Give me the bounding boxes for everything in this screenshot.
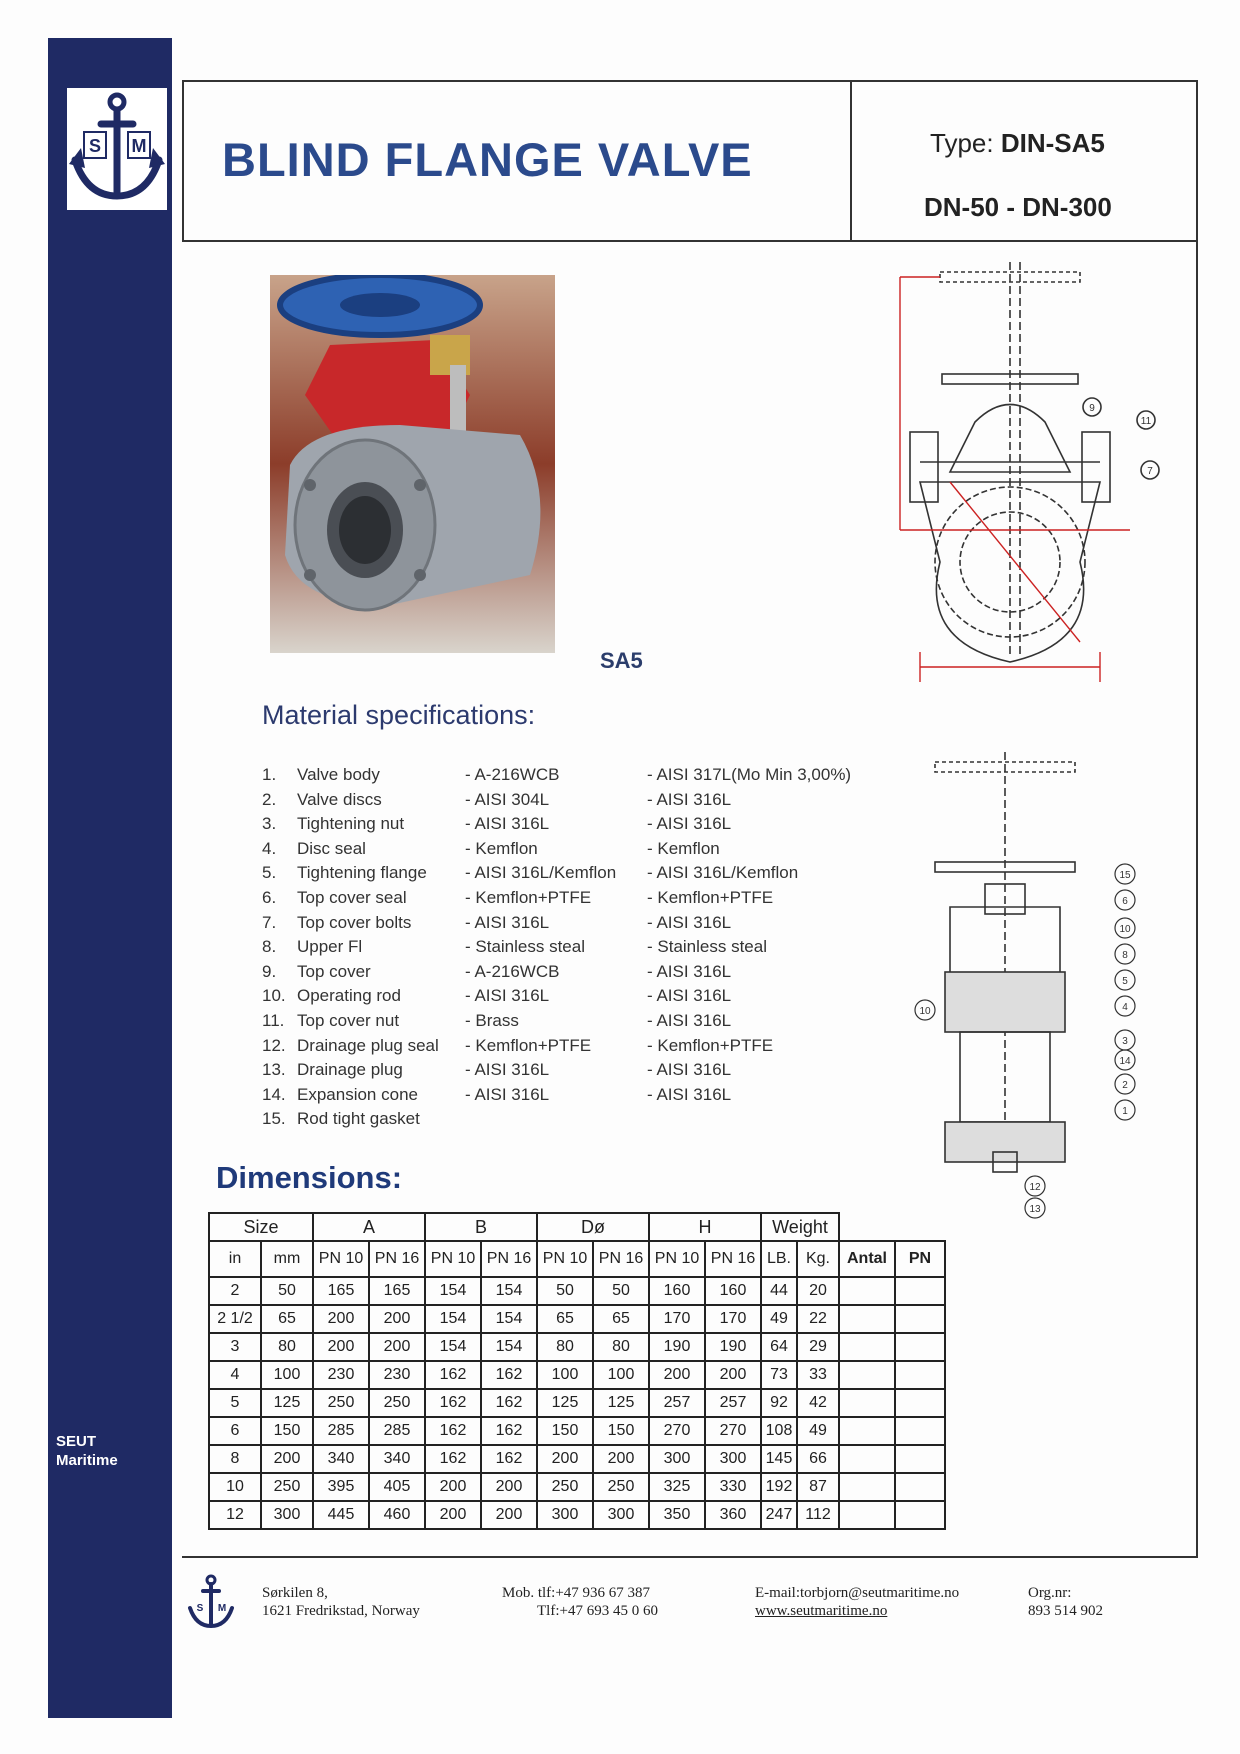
table-cell: 100 [593,1361,649,1389]
table-cell: 350 [649,1501,705,1529]
callout-5: 5 [1122,976,1128,987]
table-cell: 200 [593,1445,649,1473]
table-row [209,1389,945,1417]
org-label: Org.nr: [1028,1585,1072,1601]
material-part-name: Top cover [297,961,371,981]
material-item [262,863,902,888]
table-cell: 65 [261,1305,313,1333]
table-cell: 3 [209,1333,261,1361]
table-cell [839,1417,895,1445]
table-cell: 154 [425,1333,481,1361]
table-cell [839,1473,895,1501]
page-title: BLIND FLANGE VALVE [222,133,753,186]
material-part-name: Valve discs [297,789,382,809]
material-number: 15. [262,1109,286,1129]
table-cell: 200 [261,1445,313,1473]
column-header: in [209,1241,261,1277]
material-part-name: Top cover seal [297,887,407,907]
table-cell: 145 [761,1445,797,1473]
footer-contact [755,1584,959,1620]
table-row [209,1305,945,1333]
callout-1: 1 [1122,1106,1128,1117]
photo-label: SA5 [600,648,643,673]
type-value: DIN-SA5 [1000,128,1105,158]
table-cell: 162 [481,1445,537,1473]
material-spec-2: - AISI 317L(Mo Min 3,00%) [647,765,852,784]
website-link[interactable]: www.seutmaritime.no [755,1603,888,1619]
material-spec-2: - Kemflon [647,838,720,858]
table-group-header [209,1213,945,1241]
sidebar-brand [56,1432,118,1470]
table-cell: 192 [761,1473,797,1501]
material-number: 5. [262,863,277,883]
table-cell: 250 [313,1389,369,1417]
table-cell: 200 [481,1473,537,1501]
callout-12: 12 [1029,1182,1041,1193]
materials-list [262,765,902,1134]
table-cell: 87 [797,1473,839,1501]
table-cell: 2 1/2 [209,1305,261,1333]
table-cell [895,1333,945,1361]
material-part-name: Tightening nut [297,814,405,834]
table-cell [895,1361,945,1389]
table-cell: 160 [649,1277,705,1305]
group-do: Dø [537,1213,649,1241]
material-part-name: Top cover nut [297,1010,400,1030]
valve-drawing-front [880,262,1180,742]
table-cell: 200 [649,1361,705,1389]
type-line [930,128,1105,159]
material-number: 11. [262,1010,285,1030]
table-row [209,1277,945,1305]
material-item [262,888,902,913]
table-cell [839,1333,895,1361]
table-cell: 29 [797,1333,839,1361]
table-cell: 300 [537,1501,593,1529]
address-line1: Sørkilen 8, [262,1585,328,1601]
table-cell: 154 [481,1333,537,1361]
material-item [262,814,902,839]
table-cell: 65 [537,1305,593,1333]
table-cell: 340 [313,1445,369,1473]
table-cell: 170 [649,1305,705,1333]
table-cell [839,1277,895,1305]
table-cell: 100 [537,1361,593,1389]
table-cell: 154 [481,1277,537,1305]
table-cell: 125 [537,1389,593,1417]
callout-10-left: 10 [919,1006,931,1017]
column-header: PN 10 [537,1241,593,1277]
callout-4: 4 [1122,1002,1128,1013]
table-cell: 200 [369,1305,425,1333]
table-cell: 65 [593,1305,649,1333]
material-number: 4. [262,838,277,858]
material-spec-1: - AISI 316L [465,1084,550,1104]
table-cell: 395 [313,1473,369,1501]
table-cell: 250 [537,1473,593,1501]
column-header: Antal [839,1241,895,1277]
table-cell: 270 [705,1417,761,1445]
material-spec-1: - Stainless steal [465,937,585,957]
table-cell: 162 [481,1417,537,1445]
table-cell: 22 [797,1305,839,1333]
material-spec-2: - AISI 316L [647,912,732,932]
material-part-name: Rod tight gasket [297,1109,420,1129]
material-spec-1: - AISI 316L [465,1060,550,1080]
type-label: Type: [930,128,994,158]
material-part-name: Drainage plug seal [297,1035,439,1055]
column-header: PN 16 [481,1241,537,1277]
table-cell: 80 [593,1333,649,1361]
table-cell: 49 [761,1305,797,1333]
column-header: PN 16 [593,1241,649,1277]
frame-right-line [1196,242,1198,1558]
table-cell: 300 [705,1445,761,1473]
material-spec-2: - AISI 316L/Kemflon [647,863,799,883]
table-cell: 257 [649,1389,705,1417]
material-item [262,913,902,938]
material-spec-2: - AISI 316L [647,1060,732,1080]
material-number: 10. [262,986,286,1006]
material-spec-1: - AISI 304L [465,789,550,809]
material-number: 2. [262,789,277,809]
table-cell: 162 [425,1361,481,1389]
material-spec-1: - Kemflon+PTFE [465,887,592,907]
table-cell: 66 [797,1445,839,1473]
table-cell: 200 [313,1333,369,1361]
column-header: PN [895,1241,945,1277]
material-spec-2: - AISI 316L [647,1084,732,1104]
material-item [262,962,902,987]
material-number: 6. [262,887,277,907]
logo-letter-s: S [88,136,102,156]
material-item [262,1011,902,1036]
table-cell: 49 [797,1417,839,1445]
table-cell: 112 [797,1501,839,1529]
svg-text:S: S [196,1603,204,1614]
column-header: PN 10 [649,1241,705,1277]
column-header: PN 16 [369,1241,425,1277]
table-cell [895,1417,945,1445]
dn-range: DN-50 - DN-300 [924,192,1112,222]
table-cell [839,1501,895,1529]
table-cell: 445 [313,1501,369,1529]
material-spec-1: - AISI 316L/Kemflon [465,863,617,883]
table-cell: 10 [209,1473,261,1501]
table-cell: 44 [761,1277,797,1305]
table-cell: 285 [369,1417,425,1445]
material-spec-2: - AISI 316L [647,961,732,981]
table-sub-header [209,1241,945,1277]
material-part-name: Valve body [297,765,380,784]
group-h: H [649,1213,761,1241]
material-spec-2: - AISI 316L [647,986,732,1006]
table-cell [895,1305,945,1333]
material-part-name: Tightening flange [297,863,427,883]
table-cell: 460 [369,1501,425,1529]
callout-13: 13 [1029,1204,1041,1215]
table-cell [895,1501,945,1529]
sidebar-brand-line1: SEUT [56,1433,97,1450]
table-cell: 154 [425,1305,481,1333]
table-row [209,1473,945,1501]
table-cell: 165 [313,1277,369,1305]
material-spec-2: - Kemflon+PTFE [647,887,774,907]
table-cell: 162 [425,1445,481,1473]
table-cell: 8 [209,1445,261,1473]
footer-logo-icon [186,1574,236,1630]
table-cell: 285 [313,1417,369,1445]
material-part-name: Upper Fl [297,937,363,957]
table-cell: 20 [797,1277,839,1305]
material-number: 9. [262,961,277,981]
material-spec-1: - AISI 316L [465,912,550,932]
material-spec-2: - Stainless steal [647,937,767,957]
material-part-name: Top cover bolts [297,912,412,932]
material-spec-1: - AISI 316L [465,986,550,1006]
table-cell: 64 [761,1333,797,1361]
material-part-name: Disc seal [297,838,366,858]
table-cell: 4 [209,1361,261,1389]
material-item [262,765,902,790]
org-number: 893 514 902 [1028,1603,1103,1619]
group-weight: Weight [761,1213,839,1241]
material-item [262,1036,902,1061]
column-header: LB. [761,1241,797,1277]
footer-org [1028,1584,1103,1620]
table-cell: 42 [797,1389,839,1417]
material-number: 1. [262,765,277,784]
material-number: 3. [262,814,277,834]
table-cell [895,1445,945,1473]
callout-15: 15 [1119,870,1131,881]
table-row [209,1333,945,1361]
table-cell: 250 [369,1389,425,1417]
table-cell [839,1445,895,1473]
table-cell: 270 [649,1417,705,1445]
table-cell: 73 [761,1361,797,1389]
callout-10: 10 [1119,924,1131,935]
material-part-name: Expansion cone [297,1084,418,1104]
material-spec-1: - Kemflon [465,838,538,858]
phone-landline: Tlf:+47 693 45 0 60 [537,1603,658,1619]
material-part-name: Operating rod [297,986,401,1006]
callout-7: 7 [1147,466,1153,477]
table-cell: 162 [481,1389,537,1417]
table-cell: 250 [261,1473,313,1501]
dimensions-heading: Dimensions: [216,1160,403,1195]
table-cell: 162 [425,1417,481,1445]
table-cell [839,1389,895,1417]
table-cell: 250 [593,1473,649,1501]
material-item [262,1060,902,1085]
table-cell: 108 [761,1417,797,1445]
table-cell [895,1473,945,1501]
material-spec-1: - A-216WCB [465,961,560,981]
sidebar-brand-line2: Maritime [56,1452,118,1469]
material-spec-2: - AISI 316L [647,789,732,809]
table-cell: 325 [649,1473,705,1501]
material-item [262,790,902,815]
table-cell: 330 [705,1473,761,1501]
logo-letter-m: M [131,136,147,156]
callout-11: 11 [1140,416,1152,427]
column-header: PN 16 [705,1241,761,1277]
table-cell [895,1389,945,1417]
header-divider [850,80,852,242]
table-cell: 247 [761,1501,797,1529]
table-cell [895,1277,945,1305]
table-cell: 50 [261,1277,313,1305]
table-cell: 12 [209,1501,261,1529]
table-cell: 150 [261,1417,313,1445]
table-cell: 360 [705,1501,761,1529]
table-cell: 160 [705,1277,761,1305]
table-cell: 200 [481,1501,537,1529]
callout-6: 6 [1122,896,1128,907]
table-cell: 150 [537,1417,593,1445]
dimensions-table [208,1212,946,1530]
table-cell: 6 [209,1417,261,1445]
table-cell: 80 [537,1333,593,1361]
svg-text:M: M [217,1603,227,1614]
group-a: A [313,1213,425,1241]
table-cell: 50 [593,1277,649,1305]
table-cell: 340 [369,1445,425,1473]
materials-heading: Material specifications: [262,700,536,730]
table-row [209,1501,945,1529]
material-spec-2: - Kemflon+PTFE [647,1035,774,1055]
column-header: PN 10 [425,1241,481,1277]
table-cell: 154 [481,1305,537,1333]
table-cell: 200 [425,1473,481,1501]
material-number: 7. [262,912,277,932]
table-cell: 5 [209,1389,261,1417]
callout-14: 14 [1119,1056,1131,1067]
table-cell: 125 [261,1389,313,1417]
email-text: E-mail:torbjorn@seutmaritime.no [755,1585,960,1601]
table-cell: 100 [261,1361,313,1389]
material-number: 8. [262,937,277,957]
callout-9: 9 [1089,403,1095,414]
table-cell: 200 [313,1305,369,1333]
frame-bottom-line [182,1556,1198,1558]
footer-address [262,1584,420,1620]
table-cell: 257 [705,1389,761,1417]
table-cell: 2 [209,1277,261,1305]
table-cell: 190 [705,1333,761,1361]
group-size: Size [209,1213,313,1241]
table-cell: 50 [537,1277,593,1305]
table-cell: 230 [313,1361,369,1389]
column-header: Kg. [797,1241,839,1277]
company-logo [67,88,167,210]
material-spec-1: - Brass [465,1010,519,1030]
table-cell: 92 [761,1389,797,1417]
table-cell: 200 [369,1333,425,1361]
table-cell: 200 [705,1361,761,1389]
material-item [262,986,902,1011]
address-line2: 1621 Fredrikstad, Norway [262,1603,420,1619]
material-item [262,1085,902,1110]
table-cell: 80 [261,1333,313,1361]
table-cell: 162 [481,1361,537,1389]
table-cell: 33 [797,1361,839,1389]
callout-8: 8 [1122,950,1128,961]
material-number: 13. [262,1060,286,1080]
material-part-name: Drainage plug [297,1060,403,1080]
table-cell: 200 [537,1445,593,1473]
group-b: B [425,1213,537,1241]
table-row [209,1445,945,1473]
table-cell: 190 [649,1333,705,1361]
table-cell: 165 [369,1277,425,1305]
valve-drawing-section [905,752,1155,1222]
table-cell [839,1305,895,1333]
phone-mobile: Mob. tlf:+47 936 67 387 [502,1585,651,1601]
material-item [262,937,902,962]
material-spec-2: - AISI 316L [647,814,732,834]
column-header: PN 10 [313,1241,369,1277]
table-cell: 405 [369,1473,425,1501]
table-cell: 200 [425,1501,481,1529]
table-cell: 230 [369,1361,425,1389]
column-header: mm [261,1241,313,1277]
table-cell: 150 [593,1417,649,1445]
material-number: 14. [262,1084,286,1104]
material-spec-2: - AISI 316L [647,1010,732,1030]
material-item [262,839,902,864]
table-row [209,1361,945,1389]
table-cell [839,1361,895,1389]
table-cell: 162 [425,1389,481,1417]
table-cell: 300 [593,1501,649,1529]
material-item [262,1109,902,1134]
material-spec-1: - AISI 316L [465,814,550,834]
table-cell: 300 [649,1445,705,1473]
table-cell: 300 [261,1501,313,1529]
table-cell: 154 [425,1277,481,1305]
callout-3: 3 [1122,1036,1128,1047]
material-spec-1: - A-216WCB [465,765,560,784]
callout-2: 2 [1122,1080,1128,1091]
table-cell: 125 [593,1389,649,1417]
material-spec-1: - Kemflon+PTFE [465,1035,592,1055]
table-row [209,1417,945,1445]
valve-photo [270,275,555,653]
material-number: 12. [262,1035,286,1055]
footer-phone [502,1584,658,1620]
table-cell: 170 [705,1305,761,1333]
